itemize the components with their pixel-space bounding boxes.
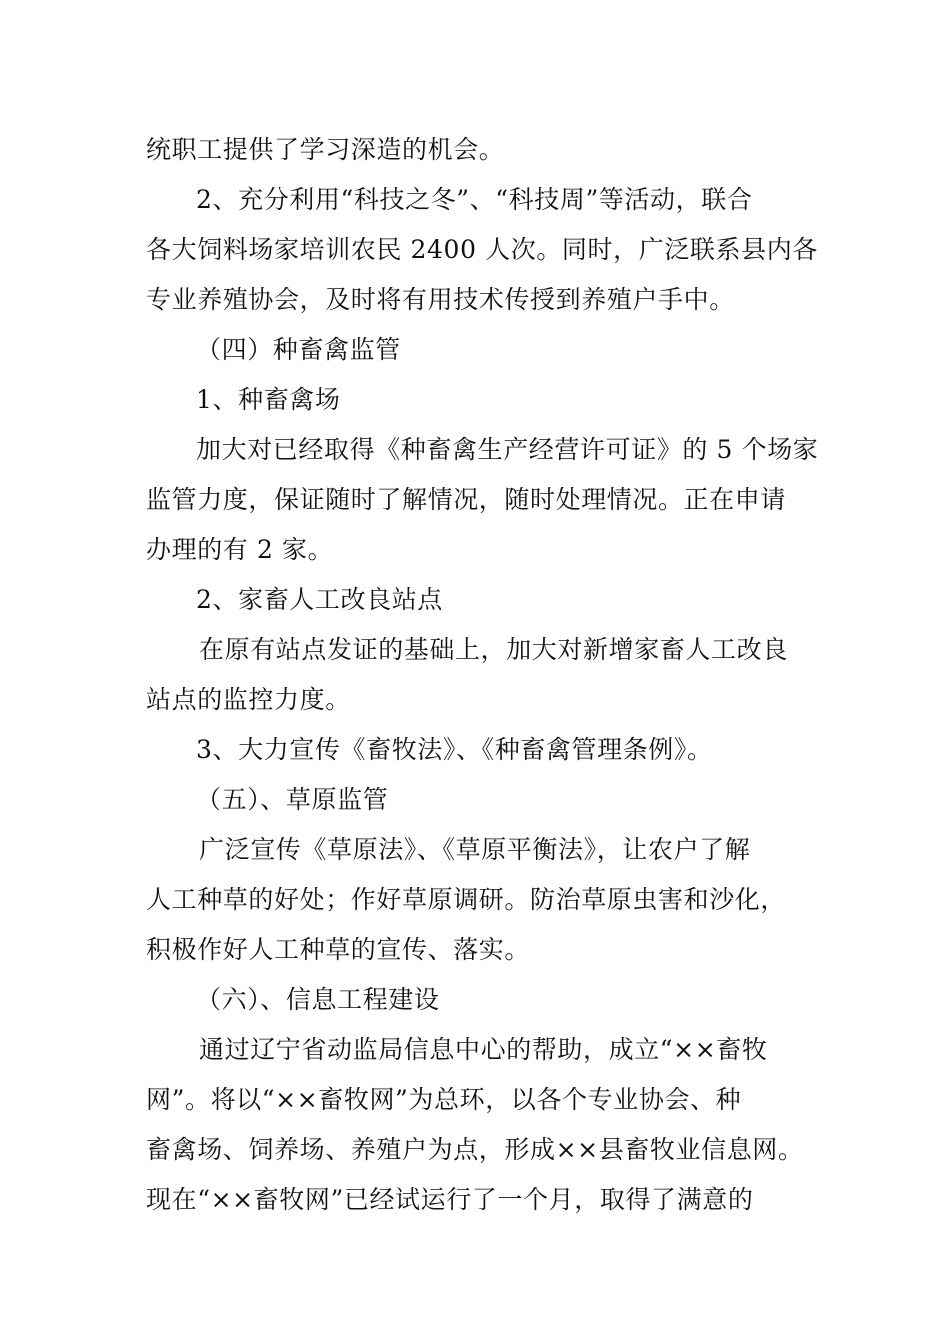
section-heading: （六）、信息工程建设 — [196, 985, 440, 1014]
text-line: 广泛宣传《草原法》、《草原平衡法》，让农户了解 — [199, 835, 751, 864]
text-line: 人工种草的好处；作好草原调研。防治草原虫害和沙化， — [146, 885, 787, 914]
text-line: 站点的监控力度。 — [146, 685, 351, 714]
text-line: 办理的有 2 家。 — [146, 535, 334, 564]
text-line: 现在“××畜牧网”已经试运行了一个月，取得了满意的 — [146, 1185, 754, 1214]
text-line: 加大对已经取得《种畜禽生产经营许可证》的 5 个场家 — [196, 435, 819, 464]
text-line: 积极作好人工种草的宣传、落实。 — [146, 935, 531, 964]
section-heading: （五）、草原监管 — [196, 785, 389, 814]
text-line: 通过辽宁省动监局信息中心的帮助，成立“××畜牧 — [199, 1035, 768, 1064]
text-line: 在原有站点发证的基础上，加大对新增家畜人工改良 — [199, 635, 788, 664]
subsection-heading: 1、种畜禽场 — [196, 385, 341, 414]
text-line: 3、大力宣传《畜牧法》、《种畜禽管理条例》。 — [196, 735, 713, 764]
text-line: 各大饲料场家培训农民 2400 人次。同时，广泛联系县内各 — [146, 235, 818, 264]
text-line: 监管力度，保证随时了解情况，随时处理情况。正在申请 — [146, 485, 787, 514]
text-line: 2、充分利用“科技之冬”、“科技周”等活动，联合 — [196, 185, 753, 214]
section-heading: （四）种畜禽监管 — [196, 335, 401, 364]
subsection-heading: 2、家畜人工改良站点 — [196, 585, 443, 614]
text-line: 统职工提供了学习深造的机会。 — [146, 135, 505, 164]
text-line: 畜禽场、饲养场、养殖户为点，形成××县畜牧业信息网。 — [146, 1135, 804, 1164]
text-line: 网”。将以“××畜牧网”为总环，以各个专业协会、种 — [146, 1085, 742, 1114]
text-line: 专业养殖协会，及时将有用技术传授到养殖户手中。 — [146, 285, 735, 314]
